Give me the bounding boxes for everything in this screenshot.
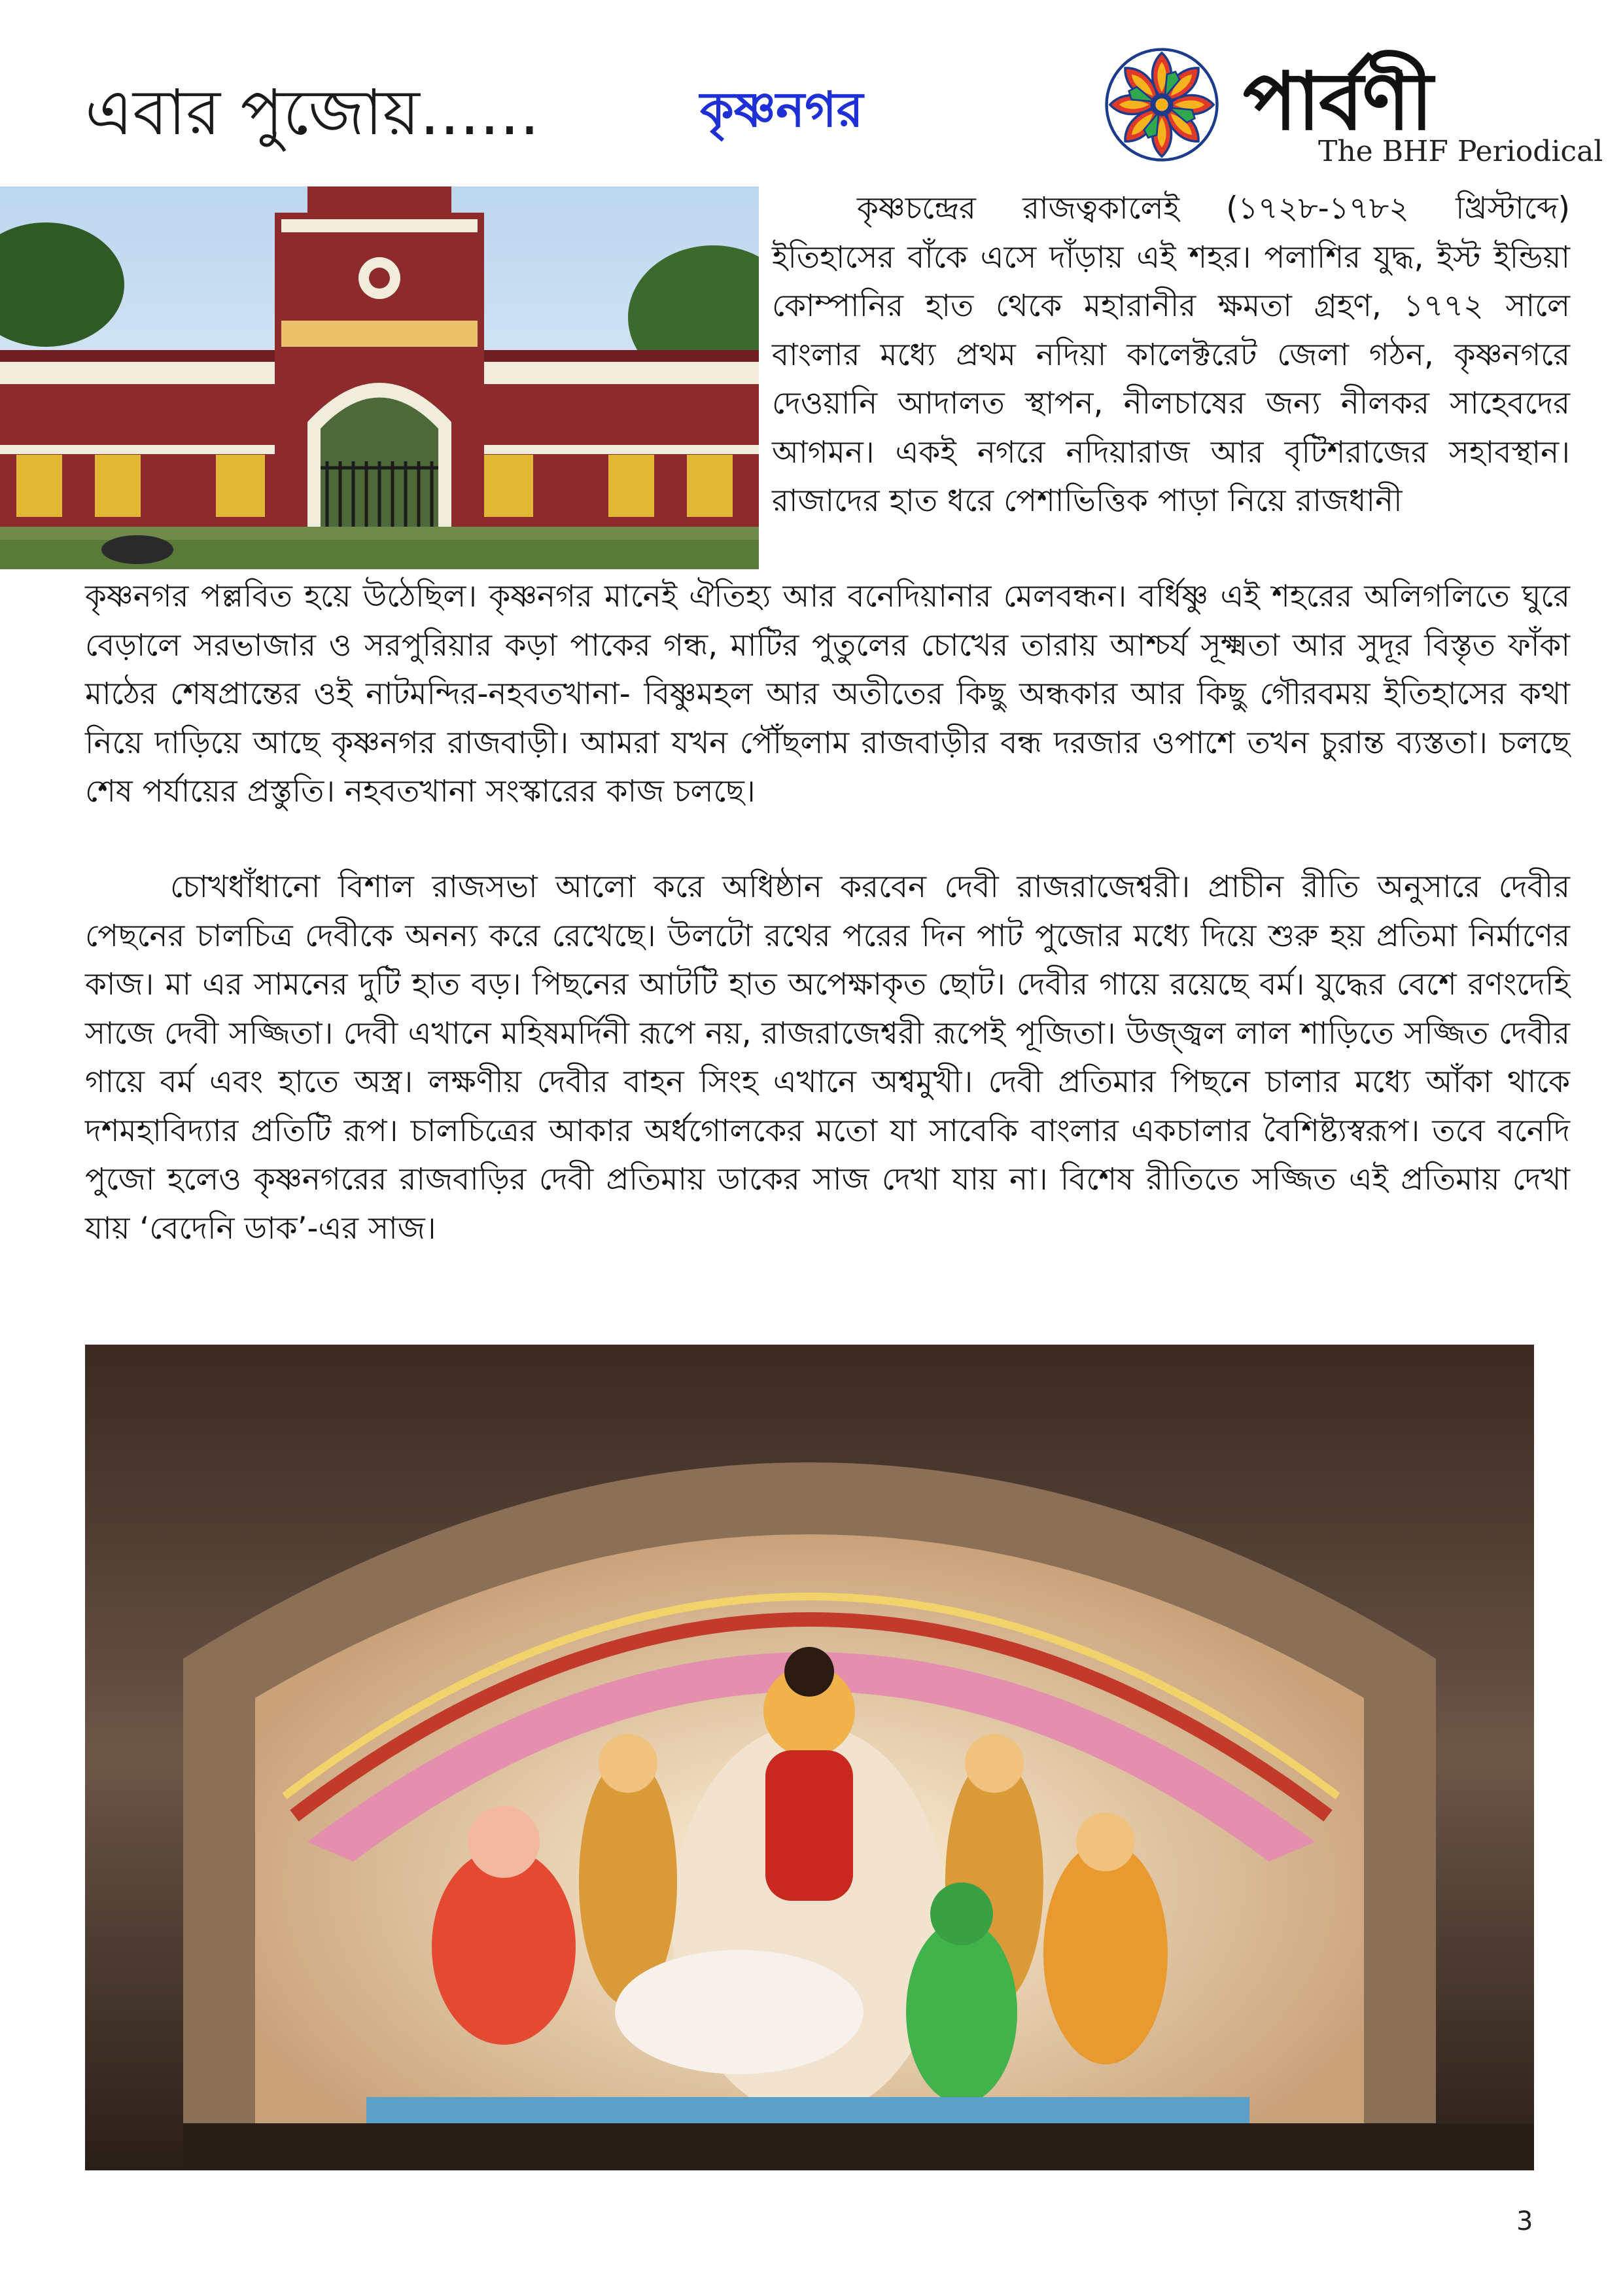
- article-paragraph-1: কৃষ্ণনগর পল্লবিত হয়ে উঠেছিল। কৃষ্ণনগর মানেই ঐতিহ্য আর বনেদিয়ানার মেলবন্ধন। বর্ধিষ্ণু এই শহরের অলিগলিতে ঘুরে বেড়ালে সরভাজার ও সরপুরিয়ার কড়া পাকের গন্ধ, মাটির পুতুলের চোখের তারায় আশ্চর্য সূক্ষ্মতা আর সুদূর বিস্তৃত ফাঁকা মাঠের শেষপ্রান্তের ওই নাটমন্দির-নহবতখানা- বিষ্ণুমহল আর অতীতের কিছু অন্ধকার আর কিছু গৌরবময় ইতিহাসের কথা নিয়ে দাড়িয়ে আছে কৃষ্ণনগর রাজবাড়ী। আমরা যখন পৌঁছলাম রাজবাড়ীর বন্ধ দরজার ওপাশে তখন চুরান্ত ব্যস্ততা। চলছে শেষ পর্যায়ের প্রস্তুতি। নহবতখানা সংস্কারের কাজ চলছে।: [85, 578, 1570, 809]
- article-intro: কৃষ্ণচন্দ্রের রাজত্বকালেই (১৭২৮-১৭৮২ খ্রিস্টাব্দে) ইতিহাসের বাঁকে এসে দাঁড়ায় এই শহর। পলাশির যুদ্ধ, ইস্ট ইন্ডিয়া কোম্পানির হাত থেকে মহারানীর ক্ষমতা গ্রহণ, ১৭৭২ সালে বাংলার মধ্যে প্রথম নদিয়া কালেক্টরেট জেলা গঠন, কৃষ্ণনগরে দেওয়ানি আদালত স্থাপন, নীলচাষের জন্য নীলকর সাহেবদের আগমন। একই নগরে নদিয়ারাজ আর বৃটিশরাজের সহাবস্থান। রাজাদের হাত ধরে পেশাভিত্তিক পাড়া নিয়ে রাজধানী: [772, 190, 1570, 519]
- logo-tagline: The BHF Periodical: [1318, 135, 1603, 168]
- article-paragraph-2: চোখধাঁধানো বিশাল রাজসভা আলো করে অধিষ্ঠান করবেন দেবী রাজরাজেশ্বরী। প্রাচীন রীতি অনুসারে দেবীর পেছনের চালচিত্র দেবীকে অনন্য করে রেখেছে। উলটো রথের পরের দিন পাট পুজোর মধ্যে দিয়ে শুরু হয় প্রতিমা নির্মাণের কাজ। মা এর সামনের দুটি হাত বড়। পিছনের আটটি হাত অপেক্ষাকৃত ছোট। দেবীর গায়ে রয়েছে বর্ম। যুদ্ধের বেশে রণংদেহি সাজে দেবী সজ্জিতা। দেবী এখানে মহিষমর্দিনী রূপে নয়, রাজরাজেশ্বরী রূপেই পূজিতা। উজ্জ্বল লাল শাড়িতে সজ্জিত দেবীর গায়ে বর্ম এবং হাতে অস্ত্র। লক্ষণীয় দেবীর বাহন সিংহ এখানে অশ্বমুখী। দেবী প্রতিমার পিছনে চালার মধ্যে আঁকা থাকে দশমহাবিদ্যার প্রতিটি রূপ। চালচিত্রের আকার অর্ধগোলকের মতো যা সাবেকি বাংলার একচালার বৈশিষ্ট্যস্বরূপ। তবে বনেদি পুজো হলেও কৃষ্ণনগরের রাজবাড়ির দেবী প্রতিমায় ডাকের সাজ দেখা যায় না। বিশেষ রীতিতে সজ্জিত এই প্রতিমায় দেখা যায় ‘বেদেনি ডাক’-এর সাজ।: [85, 869, 1570, 1246]
- durga-idol-photo: [85, 1345, 1534, 2170]
- page-number: 3: [1516, 2206, 1533, 2236]
- mandala-icon: [1104, 47, 1219, 162]
- section-title: কৃষ্ণনগর: [700, 82, 864, 138]
- logo-name: পার্বণী: [1243, 55, 1432, 148]
- page-title: এবার পুজোয়......: [85, 76, 540, 149]
- palace-gate-photo: [0, 186, 759, 569]
